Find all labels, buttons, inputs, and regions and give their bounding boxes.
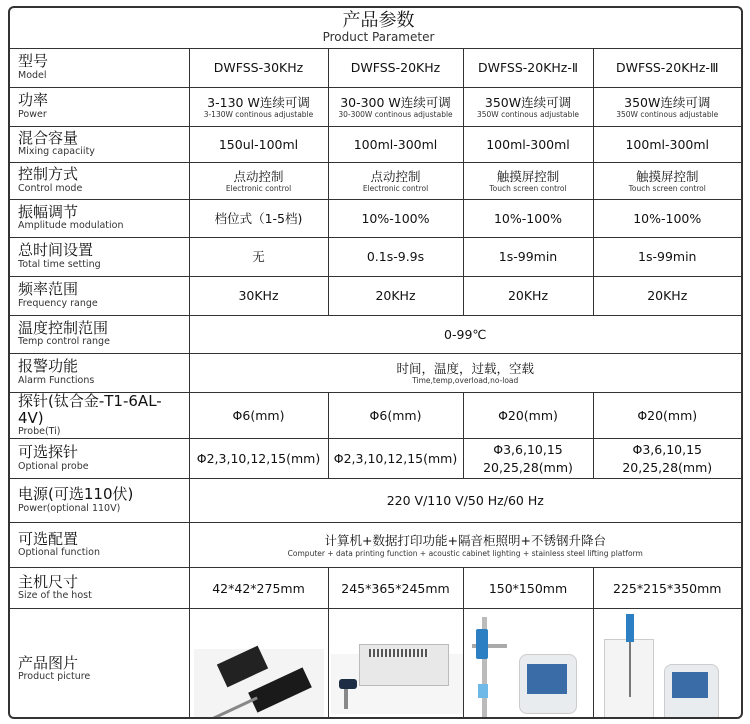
- cell-value: 1s-99min: [638, 249, 697, 265]
- table-row: [10, 608, 741, 719]
- cell-value: 225*215*350mm: [613, 580, 722, 596]
- table-row: [10, 353, 741, 392]
- cell-subtext: Electronic control: [225, 184, 292, 194]
- product-picture-cell: [593, 608, 741, 719]
- row-label: [10, 315, 189, 353]
- cell-value: DWFSS-20KHz: [350, 60, 441, 76]
- table-cell: [463, 199, 593, 237]
- row-label-en: Amplitude modulation: [18, 220, 124, 232]
- cell-value: Φ2,3,10,12,15(mm): [196, 451, 321, 467]
- table-cell: [328, 438, 463, 478]
- table-row: [10, 87, 741, 126]
- row-label: [10, 353, 189, 392]
- row-label-zh: 可选配置: [18, 529, 79, 548]
- cell-value: 350W连续可调: [624, 94, 711, 110]
- row-label: [10, 199, 189, 237]
- row-label: [10, 276, 189, 315]
- cell-value: Φ6(mm): [369, 408, 422, 424]
- row-label-en: Probe(Ti): [18, 426, 61, 437]
- table-cell: [593, 392, 741, 438]
- cell-value: 触摸屏控制: [635, 168, 699, 184]
- table-cell-span: [189, 478, 741, 522]
- row-label-en: Size of the host: [18, 590, 92, 602]
- cell-value: Φ3,6,10,15: [632, 442, 702, 458]
- row-label-en: Optional function: [18, 547, 100, 559]
- row-label-en: Frequency range: [18, 297, 98, 309]
- table-cell-span: [189, 353, 741, 392]
- row-label-zh: 产品图片: [18, 653, 79, 672]
- cell-value: DWFSS-20KHz-Ⅱ: [477, 60, 579, 76]
- cell-value: 350W连续可调: [484, 94, 572, 110]
- table-cell: [189, 162, 328, 199]
- table-cell: [189, 438, 328, 478]
- cell-value: Φ20(mm): [637, 408, 698, 424]
- table-cell: [593, 199, 741, 237]
- row-label-en: Power: [18, 108, 47, 120]
- table-row: [10, 162, 741, 199]
- row-label-en: Alarm Functions: [18, 374, 95, 386]
- row-label-en: Control mode: [18, 182, 83, 194]
- cell-value: 150*150mm: [488, 580, 568, 596]
- row-label: [10, 237, 189, 276]
- cell-subtext: Time,temp,overload,no-load: [412, 376, 519, 386]
- row-label-en: Optional probe: [18, 460, 89, 472]
- product-image: [464, 609, 593, 719]
- cell-value: Φ2,3,10,12,15(mm): [333, 451, 458, 467]
- table-cell: [463, 567, 593, 608]
- cell-value: Φ6(mm): [232, 408, 285, 424]
- row-label-zh: 频率范围: [18, 280, 79, 299]
- row-label: [10, 608, 189, 719]
- table-cell: [189, 48, 328, 87]
- row-label: [10, 567, 189, 608]
- title-en: Product Parameter: [322, 30, 435, 45]
- row-label-zh: 探针(钛合金-T1-6AL-4V): [18, 391, 162, 427]
- table-cell: [593, 126, 741, 162]
- row-label-zh: 型号: [18, 52, 49, 71]
- cell-value: DWFSS-30KHz: [213, 60, 304, 76]
- table-cell: [463, 126, 593, 162]
- table-cell: [189, 126, 328, 162]
- table-row: [10, 478, 741, 522]
- table-cell: [463, 48, 593, 87]
- cell-subtext: 3-130W continous adjustable: [203, 110, 314, 120]
- table-cell: [328, 237, 463, 276]
- cell-value: 150ul-100ml: [218, 136, 299, 152]
- cell-value: 档位式（1-5档): [214, 210, 303, 226]
- row-label: [10, 48, 189, 87]
- cell-value: 触摸屏控制: [496, 168, 560, 184]
- table-cell: [189, 276, 328, 315]
- row-label-zh: 振幅调节: [18, 202, 79, 221]
- cell-subtext: Touch screen control: [489, 184, 567, 194]
- cell-value: 20KHz: [507, 288, 549, 304]
- table-row: [10, 567, 741, 608]
- cell-value: Φ3,6,10,15: [493, 442, 563, 458]
- product-image: [190, 609, 328, 719]
- product-picture-cell: [189, 608, 328, 719]
- table-cell: [593, 87, 741, 126]
- row-label-zh: 报警功能: [18, 357, 79, 376]
- cell-value: 20KHz: [647, 288, 688, 304]
- product-image: [594, 609, 742, 719]
- cell-value: 20KHz: [375, 288, 416, 304]
- table-cell: [463, 438, 593, 478]
- row-label: [10, 392, 189, 438]
- table-cell: [189, 87, 328, 126]
- row-label-en: Model: [18, 69, 47, 81]
- product-image: [329, 609, 463, 719]
- row-label-zh: 温度控制范围: [18, 318, 109, 337]
- cell-value: 100ml-300ml: [486, 136, 570, 152]
- table-cell: [593, 48, 741, 87]
- cell-value: 3-130 W连续可调: [207, 94, 310, 110]
- table-row: [10, 438, 741, 478]
- table-cell: [328, 199, 463, 237]
- cell-value: 100ml-300ml: [353, 136, 438, 152]
- row-label-zh: 总时间设置: [18, 241, 94, 260]
- cell-value: 点动控制: [370, 168, 421, 184]
- cell-value: 0.1s-9.9s: [366, 249, 425, 265]
- table-cell: [328, 392, 463, 438]
- row-label-zh: 可选探针: [18, 443, 79, 462]
- cell-value-line2: 20,25,28(mm): [622, 460, 713, 476]
- cell-value: 时间，温度，过载，空载: [396, 360, 534, 376]
- row-label: [10, 162, 189, 199]
- table-title: [10, 8, 741, 48]
- table-cell: [463, 392, 593, 438]
- table-row: [10, 315, 741, 353]
- table-row: [10, 199, 741, 237]
- table-cell: [328, 276, 463, 315]
- table-cell: [328, 162, 463, 199]
- table-cell-span: [189, 315, 741, 353]
- row-label: [10, 87, 189, 126]
- row-label: [10, 438, 189, 478]
- cell-value: 220 V/110 V/50 Hz/60 Hz: [386, 493, 544, 509]
- table-row: [10, 522, 741, 567]
- row-label-zh: 功率: [18, 91, 49, 110]
- table-cell: [463, 162, 593, 199]
- row-label-en: Mixing capaciity: [18, 146, 95, 158]
- cell-value-line2: 20,25,28(mm): [483, 460, 573, 476]
- table-cell: [189, 567, 328, 608]
- row-label-en: Total time setting: [18, 258, 101, 270]
- table-cell: [328, 87, 463, 126]
- product-parameter-table: [8, 6, 743, 719]
- cell-value: 0-99℃: [444, 326, 487, 342]
- cell-value: 无: [252, 249, 265, 265]
- table-row: [10, 276, 741, 315]
- table-cell: [189, 199, 328, 237]
- row-label-en: Product picture: [18, 670, 91, 682]
- product-picture-cell: [463, 608, 593, 719]
- row-label: [10, 126, 189, 162]
- table-row: [10, 392, 741, 438]
- cell-value: 42*42*275mm: [212, 580, 305, 596]
- cell-value: 10%-100%: [633, 210, 702, 226]
- row-label: [10, 522, 189, 567]
- row-label-zh: 主机尺寸: [18, 572, 79, 591]
- table-cell: [189, 392, 328, 438]
- row-label: [10, 478, 189, 522]
- cell-value: 30-300 W连续可调: [340, 94, 451, 110]
- table-cell: [189, 237, 328, 276]
- cell-value: 10%-100%: [493, 210, 563, 226]
- cell-subtext: 30-300W continous adjustable: [338, 110, 453, 120]
- table-cell: [593, 438, 741, 478]
- table-cell: [328, 567, 463, 608]
- cell-subtext: Electronic control: [362, 184, 429, 194]
- table-row: [10, 126, 741, 162]
- table-row: [10, 48, 741, 87]
- table-cell: [463, 237, 593, 276]
- cell-value: 10%-100%: [361, 210, 430, 226]
- row-label-en: Temp control range: [18, 336, 110, 348]
- cell-subtext: 350W continous adjustable: [616, 110, 719, 120]
- table-cell: [463, 87, 593, 126]
- product-picture-cell: [328, 608, 463, 719]
- cell-value: 245*365*245mm: [341, 580, 450, 596]
- cell-value: DWFSS-20KHz-Ⅲ: [615, 60, 719, 76]
- table-cell: [593, 162, 741, 199]
- table-cell: [593, 276, 741, 315]
- cell-subtext: Touch screen control: [628, 184, 706, 194]
- cell-subtext: 350W continous adjustable: [476, 110, 580, 120]
- table-cell: [593, 567, 741, 608]
- cell-value: 100ml-300ml: [625, 136, 710, 152]
- title-zh: 产品参数: [342, 9, 415, 31]
- cell-value: 计算机+数据打印功能+隔音柜照明+不锈钢升降台: [324, 533, 606, 549]
- cell-value: 点动控制: [233, 168, 284, 184]
- table-cell: [328, 126, 463, 162]
- cell-subtext: Computer + data printing function + acoustic cabinet lighting + stainless steel lifting platform: [287, 548, 643, 558]
- cell-value: 1s-99min: [498, 249, 558, 265]
- cell-value: Φ20(mm): [498, 408, 558, 424]
- table-cell: [593, 237, 741, 276]
- table-cell: [463, 276, 593, 315]
- row-label-zh: 混合容量: [18, 128, 79, 147]
- table-cell: [328, 48, 463, 87]
- table-cell-span: [189, 522, 741, 567]
- table-row: [10, 237, 741, 276]
- row-label-zh: 控制方式: [18, 165, 79, 184]
- row-label-zh: 电源(可选110伏): [18, 485, 134, 504]
- row-label-en: Power(optional 110V): [18, 502, 121, 514]
- cell-value: 30KHz: [238, 288, 279, 304]
